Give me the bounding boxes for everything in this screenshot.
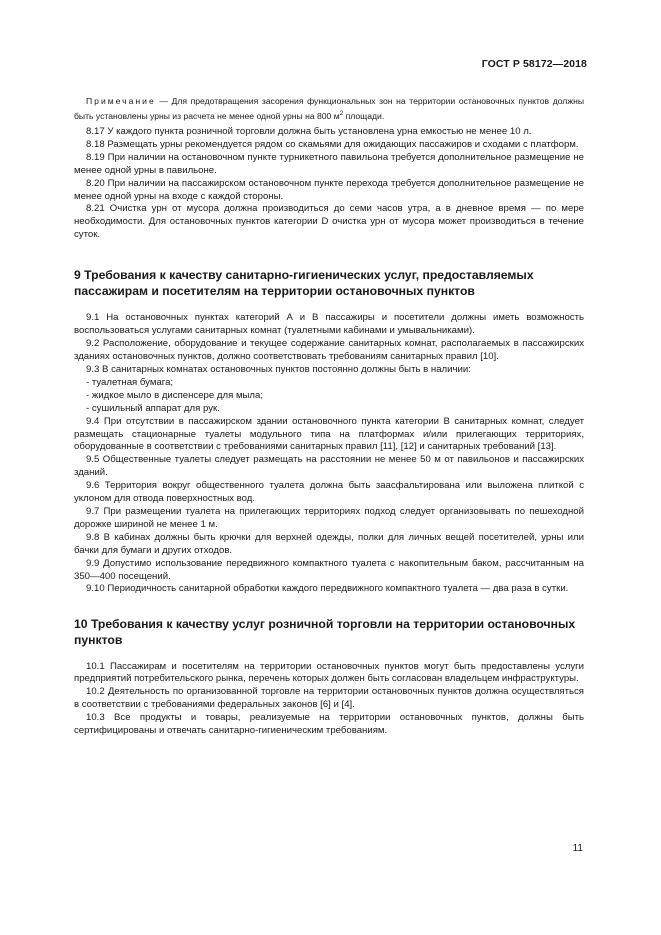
note-text-end: площади.	[343, 110, 385, 121]
clause-9-3: 9.3 В санитарных комнатах остановочных пунктов постоянно должны быть в наличии:	[86, 364, 471, 376]
note-label: Примечание	[86, 96, 156, 106]
note-paragraph	[74, 96, 584, 122]
clause-9-5: 9.5 Общественные туалеты следует размещать на расстоянии не менее 50 м от павильонов и пассажирских зданий.	[74, 454, 584, 479]
clause-10-1: 10.1 Пассажирам и посетителям на территории остановочных пунктов могут быть предоставлены услуги предприятий потребительского рынка, перечень которых должен быть согласован владельцем инфраструктуры.	[74, 660, 584, 685]
note-text: — Для предотвращения засорения функциональных зон на территории остановочных пунктов должны быть установлены урны из расчета не менее одной урны на 800 м	[74, 96, 584, 121]
section-10-heading: 10 Требования к качеству услуг розничной торговли на территории остановочных пунктов	[74, 617, 576, 647]
clause-9-1: 9.1 На остановочных пунктах категорий А и В пассажиры и посетители должны иметь возможность воспользоваться услугами санитарных комнат (туалетными кабинами и умывальниками).	[74, 312, 584, 337]
clause-9-2: 9.2 Расположение, оборудование и текущее содержание санитарных комнат, располагаемых в пассажирских зданиях остановочных пунктов, должно соответствовать требованиям санитарных правил [10].	[74, 338, 584, 363]
clause-9-7: 9.7 При размещении туалета на прилегающих территориях подход следует организовывать по пешеходной дорожке шириной не менее 1 м.	[74, 505, 584, 530]
clause-8-17: 8.17 У каждого пункта розничной торговли должна быть установлена урна емкостью не менее 10 л.	[86, 126, 532, 138]
clause-8-20: 8.20 При наличии на пассажирском остановочном пункте перехода требуется дополнительное размещение не менее одной урны на входе с каждой стороны.	[74, 177, 584, 202]
page-number: 11	[572, 843, 583, 854]
list-item: - жидкое мыло в диспенсере для мыла;	[86, 389, 264, 401]
clause-9-4: 9.4 При отсутствии в пассажирском здании остановочного пункта категории В санитарных комнат, следует размещать стационарные туалеты модульного типа на платформах и/или прилегающих территориях, оборудованные в соответствии с требованиями санитарных правил [11], [12] и санитарных требований [13].	[74, 415, 584, 453]
clause-10-3: 10.3 Все продукты и товары, реализуемые на территории остановочных пунктов, должны быть сертифицированы и отвечать санитарно-гигиеническим требованиям.	[74, 712, 584, 737]
list-item: - сушильный аппарат для рук.	[86, 402, 220, 414]
clause-9-6: 9.6 Территория вокруг общественного туалета должна быть заасфальтирована или выложена плиткой с уклоном для отвода поверхностных вод.	[74, 480, 584, 505]
clause-9-8: 9.8 В кабинах должны быть крючки для верхней одежды, полки для личных вещей посетителей, урны или бачки для бумаги и других отходов.	[74, 531, 584, 556]
clause-8-21: 8.21 Очистка урн от мусора должна производиться до семи часов утра, а в дневное время — по мере необходимости. Для остановочных пунктов категории D очистка урн от мусора может производиться в течение суток.	[74, 203, 584, 241]
page-body	[74, 96, 584, 738]
clause-8-19: 8.19 При наличии на остановочном пункте турникетного павильона требуется дополнительное размещение не менее одной урны в павильоне.	[74, 151, 584, 176]
note-superscript: 2	[339, 109, 344, 117]
document-code: ГОСТ Р 58172—2018	[481, 58, 587, 70]
clause-9-10: 9.10 Периодичность санитарной обработки каждого передвижного компактного туалета — два раза в сутки.	[86, 583, 569, 595]
clause-10-2: 10.2 Деятельность по организованной торговле на территории остановочных пунктов должна осуществляться в соответствии с требованиями федеральных законов [6] и [4].	[74, 686, 584, 711]
section-9-heading: 9 Требования к качеству санитарно-гигиенических услуг, предоставляемых пассажирам и посетителям на территории остановочных пунктов	[74, 268, 534, 298]
list-item: - туалетная бумага;	[86, 376, 174, 388]
clause-8-18: 8.18 Размещать урны рекомендуется рядом со скамьями для ожидающих пассажиров и сходами с платформ.	[86, 138, 579, 150]
clause-9-9: 9.9 Допустимо использование передвижного компактного туалета с накопительным баком, рассчитанным на 350—400 посещений.	[74, 557, 584, 582]
